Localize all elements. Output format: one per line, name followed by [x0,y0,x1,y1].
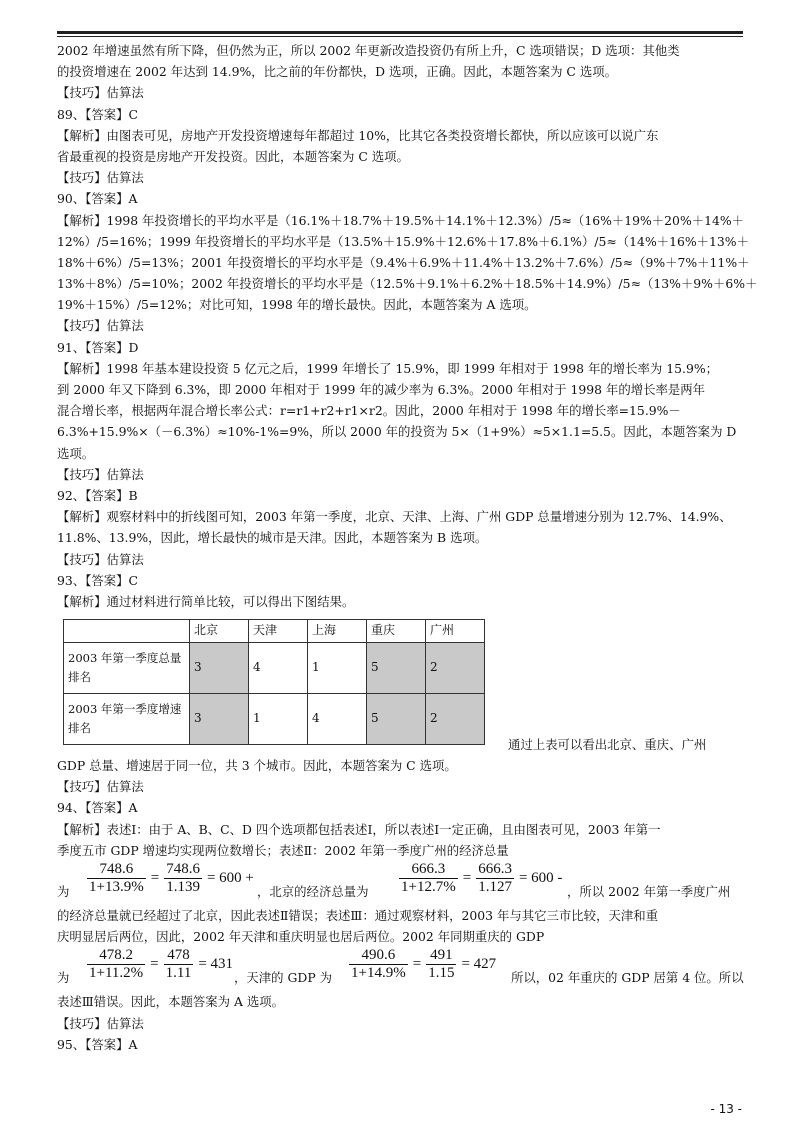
page-number: - 13 - [710,1102,742,1116]
text-line: 19%＋15%）/5=12%；对比可知，1998 年的增长最快。因此，本题答案为 A 选项。 [57,297,537,313]
text-line: 92、【答案】B [57,487,138,503]
ranking-table-area [57,619,745,755]
table-cell: 3 [190,694,249,745]
table-cell: 3 [190,643,249,694]
formula-text: ，天津的 GDP 为 [234,970,332,986]
text-line: 省最重视的投资是房地产开发投资。因此，本题答案为 C 选项。 [57,148,409,164]
formula-text: 为 [57,970,70,986]
page-content [57,40,758,1055]
table-header-cell: 北京 [190,620,249,643]
text-block-a [57,40,758,612]
fraction: $\frac{478}{1.11}$ [165,947,192,982]
ranking-table [63,619,485,745]
table-cell: 1 [249,694,308,745]
fraction-chongqing: $\frac{478.2}{1+11.2\%}$ = $\frac{478}{1.11}$ = 431 [89,947,234,982]
fraction-tianjin: $\frac{490.6}{1+14.9\%}$ = $\frac{491}{1.15}$ = 427 [351,947,497,982]
text-line: GDP 总量、增速居于同一位，共 3 个城市。因此，本题答案为 C 选项。 [57,758,457,774]
table-note: 通过上表可以看出北京、重庆、广州 [508,737,707,753]
text-line: 95、【答案】A [57,1036,138,1052]
table-row-label: 2003 年第一季度增速排名 [64,694,190,745]
text-line: 【技巧】估算法 [57,551,144,567]
table-cell: 4 [308,694,367,745]
text-line: 【解析】1998 年基本建设投资 5 亿元之后，1999 年增长了 15.9%，即 1999 年相对于 1998 年的增长率为 15.9%； [57,360,719,376]
fraction: $\frac{490.6}{1+14.9\%}$ [351,947,406,982]
fraction: $\frac{748.6}{1+13.9\%}$ [89,861,144,895]
text-line: 18%＋6%）/5=13%；2001 年投资增长的平均水平是（9.4%＋6.9%＋11.4%＋13.2%＋7.6%）/5≈（9%＋7%＋11%＋ [57,254,750,270]
header-rule-thick [57,31,743,34]
table-cell: 1 [308,643,367,694]
text-block-b [57,755,745,861]
table-row [64,694,485,745]
fraction: $\frac{478.2}{1+11.2\%}$ [89,947,144,982]
table-header-cell: 重庆 [367,620,426,643]
text-line: 到 2000 年又下降到 6.3%，即 2000 年相对于 1999 年的减少率为 6.3%。2000 年相对于 1998 年的增长率是两年 [57,382,706,397]
fraction-guangzhou: $\frac{748.6}{1+13.9\%}$ = $\frac{748.6}{1.139}$ = 600 + [89,861,254,895]
text-line: 【解析】观察材料中的折线图可知，2003 年第一季度，北京、天津、上海、广州 GDP 总量增速分别为 12.7%、14.9%、 [57,509,732,525]
text-line: 【技巧】估算法 [57,170,144,186]
table-row-label: 2003 年第一季度总量排名 [64,643,190,694]
text-line: 94、【答案】A [57,800,138,816]
fraction: $\frac{748.6}{1.139}$ [166,861,200,895]
text-block-d [57,991,745,1055]
formula-text: 为 [57,883,70,899]
text-line: 93、【答案】C [57,572,139,588]
header-rule-thin [57,36,743,37]
table-header-cell: 上海 [308,620,367,643]
table-cell: 2 [426,643,485,694]
text-line: 的经济总量就已经超过了北京，因此表述Ⅱ错误；表述Ⅲ：通过观察材料，2003 年与其它三市比较，天津和重 [57,908,659,923]
table-cell: 4 [249,643,308,694]
fraction-beijing: $\frac{666.3}{1+12.7\%}$ = $\frac{666.3}{1.127}$ = 600 - [401,861,563,895]
text-line: 11.8%、13.9%，因此，增长最快的城市是天津。因此，本题答案为 B 选项。 [57,530,488,546]
formula-line-2 [57,947,745,991]
text-line: 【解析】表述Ⅰ：由于 A、B、C、D 四个选项都包括表述Ⅰ，所以表述Ⅰ一定正确，且由图表可见，2003 年第一 [57,821,661,837]
text-line: 13%＋8%）/5=10%；2002 年投资增长的平均水平是（12.5%＋9.1%＋6.2%＋18.5%＋14.9%）/5≈（13%＋9%＋6%＋ [57,276,758,292]
formula-text: ，所以 2002 年第一季度广州 [567,883,731,899]
formula-text: ，北京的经济总量为 [257,883,369,899]
text-line: 【技巧】估算法 [57,1015,144,1031]
text-line: 【技巧】估算法 [57,85,144,101]
text-line: 庆明显居后两位，因此，2002 年天津和重庆明显也居后两位。2002 年同期重庆的 GDP [57,929,545,945]
table-row [64,643,485,694]
text-line: 12%）/5=16%；1999 年投资增长的平均水平是（13.5%＋15.9%＋12.6%＋17.8%＋6.1%）/5≈（14%＋16%＋13%＋ [57,233,749,249]
text-block-c [57,905,745,947]
table-cell: 2 [426,694,485,745]
table-header-cell: 广州 [426,620,485,643]
text-line: 【解析】1998 年投资增长的平均水平是（16.1%＋18.7%＋19.5%＋14.1%＋12.3%）/5≈（16%＋19%＋20%＋14%＋ [57,212,745,228]
table-cell: 5 [367,694,426,745]
text-line: 【解析】通过材料进行简单比较，可以得出下图结果。 [57,593,355,609]
formula-line-1 [57,861,745,905]
text-line: 选项。 [57,445,95,461]
table-header-cell [64,620,190,643]
text-line: 季度五市 GDP 增速均实现两位数增长；表述Ⅱ：2002 年第一季度广州的经济总量 [57,842,509,858]
text-line: 2002 年增速虽然有所下降，但仍然为正，所以 2002 年更新改造投资仍有所上升，C 选项错误；D 选项：其他类 [57,43,680,58]
text-line: 表述Ⅲ错误。因此，本题答案为 A 选项。 [57,994,285,1010]
table-cell: 5 [367,643,426,694]
fraction: $\frac{491}{1.15}$ [428,947,455,982]
text-line: 混合增长率，根据两年混合增长率公式：r=r1+r2+r1×r2。因此，2000 年相对于 1998 年的增长率=15.9%－ [57,403,681,419]
text-line: 【技巧】估算法 [57,466,144,482]
text-line: 【技巧】估算法 [57,779,144,795]
table-header-cell: 天津 [249,620,308,643]
formula-text: 所以，02 年重庆的 GDP 居第 4 位。所以 [511,970,744,986]
text-line: 6.3%+15.9%×（－6.3%）≈10%-1%=9%，所以 2000 年的投资为 5×（1+9%）≈5×1.1=5.5。因此，本题答案为 D [57,424,737,440]
text-line: 【解析】由图表可见，房地产开发投资增速每年都超过 10%，比其它各类投资增长都快，所以应该可以说广东 [57,127,659,143]
text-line: 【技巧】估算法 [57,318,144,334]
text-line: 90、【答案】A [57,191,138,207]
text-line: 的投资增速在 2002 年达到 14.9%，比之前的年份都快，D 选项，正确。因此，本题答案为 C 选项。 [57,64,618,80]
fraction: $\frac{666.3}{1.127}$ [478,861,512,895]
table-header-row [64,620,485,643]
text-line: 91、【答案】D [57,339,139,355]
text-line: 89、【答案】C [57,106,139,122]
fraction: $\frac{666.3}{1+12.7\%}$ [401,861,456,895]
